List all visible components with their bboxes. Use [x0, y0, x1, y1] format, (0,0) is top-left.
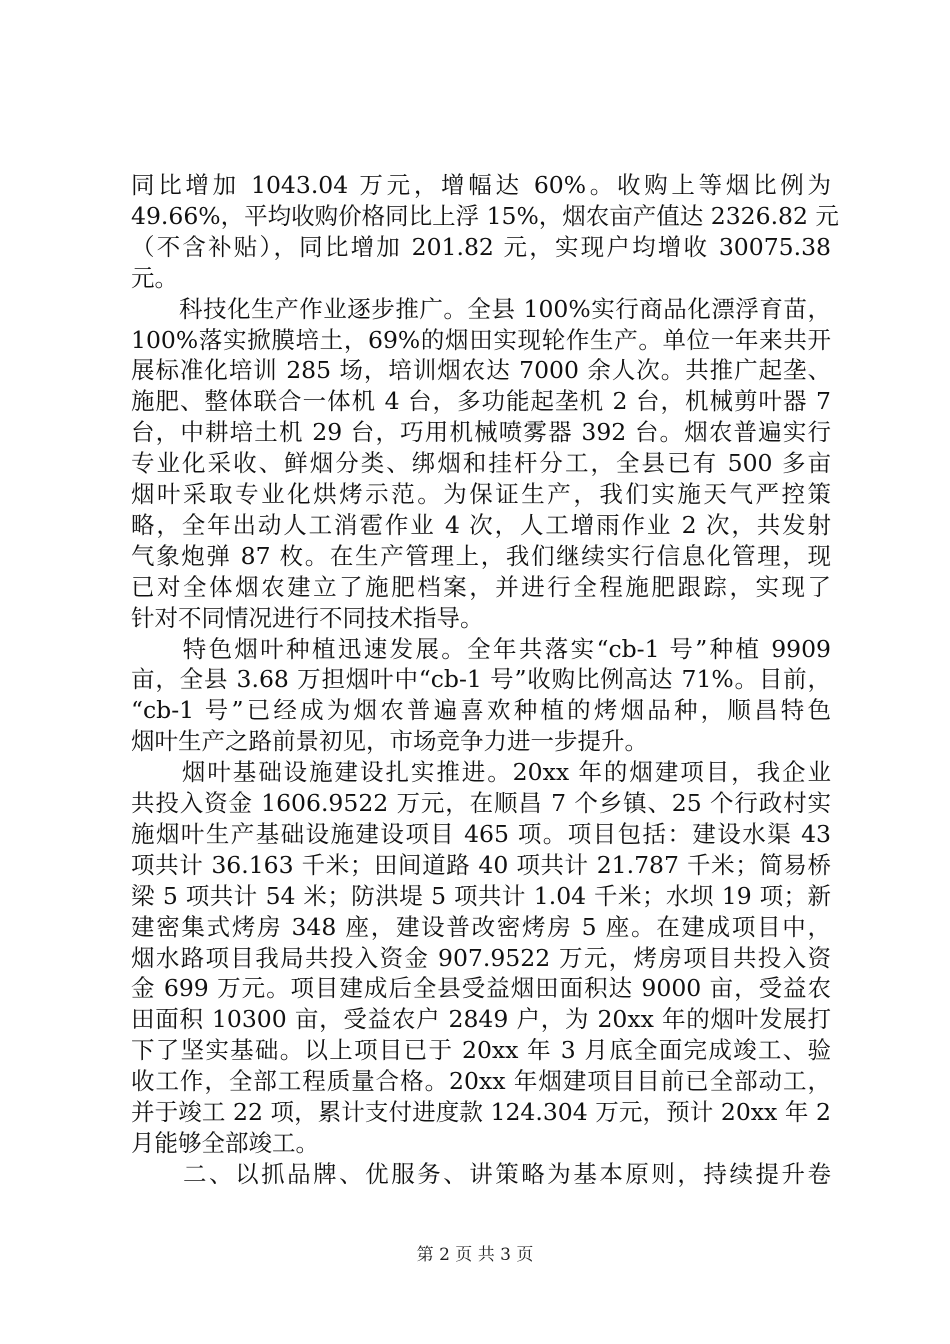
text-line: 49.66%，平均收购价格同比上浮 15%，烟农亩产值达 2326.82 元: [131, 201, 839, 230]
text-line: （不含补贴），同比增加 201.82 元，实现户均增收 30075.38: [131, 232, 831, 261]
text-line: 烟叶生产之路前景初见，市场竞争力进一步提升。: [131, 727, 648, 756]
text-line: 二、以抓品牌、优服务、讲策略为基本原则，持续提升卷: [131, 1159, 831, 1188]
text-line: 施烟叶生产基础设施建设项目 465 项。项目包括：建设水渠 43: [131, 819, 831, 848]
text-line: 烟叶采取专业化烘烤示范。为保证生产，我们实施天气严控策: [131, 480, 831, 508]
text-line: 并于竣工 22 项，累计支付进度款 124.304 万元，预计 20xx 年 2: [131, 1098, 831, 1126]
page-footer: 第 2 页 共 3 页: [416, 1245, 534, 1265]
text-line: 下了坚实基础。以上项目已于 20xx 年 3 月底全面完成竣工、验: [131, 1036, 831, 1065]
text-line: 月能够全部竣工。: [131, 1128, 319, 1157]
text-line: 特色烟叶种植迅速发展。全年共落实“cb-1 号”种植 9909: [131, 634, 831, 663]
text-line: 100%落实掀膜培土，69%的烟田实现轮作生产。单位一年来共开: [131, 325, 831, 354]
text-line: 烟叶基础设施建设扎实推进。20xx 年的烟建项目，我企业: [131, 758, 831, 787]
text-line: 项共计 36.163 千米；田间道路 40 项共计 21.787 千米；简易桥: [131, 850, 831, 879]
text-line: 烟水路项目我局共投入资金 907.9522 万元，烤房项目共投入资: [131, 943, 831, 972]
text-line: 田面积 10300 亩，受益农户 2849 户，为 20xx 年的烟叶发展打: [131, 1005, 831, 1034]
text-line: 科技化生产作业逐步推广。全县 100%实行商品化漂浮育苗，: [131, 294, 831, 323]
text-line: 已对全体烟农建立了施肥档案，并进行全程施肥跟踪，实现了: [131, 572, 831, 601]
text-line: 建密集式烤房 348 座，建设普改密烤房 5 座。在建成项目中，: [131, 912, 831, 941]
text-line: 专业化采收、鲜烟分类、绑烟和挂杆分工，全县已有 500 多亩: [131, 449, 831, 478]
text-line: 略，全年出动人工消雹作业 4 次，人工增雨作业 2 次，共发射: [131, 510, 831, 539]
text-line: “cb-1 号”已经成为烟农普遍喜欢种植的烤烟品种，顺昌特色: [131, 696, 831, 725]
text-line: 梁 5 项共计 54 米；防洪堤 5 项共计 1.04 千米；水坝 19 项；新: [131, 881, 831, 910]
text-line: 气象炮弹 87 枚。在生产管理上，我们继续实行信息化管理，现: [131, 541, 831, 570]
text-line: 施肥、整体联合一体机 4 台，多功能起垄机 2 台，机械剪叶器 7: [131, 387, 831, 416]
text-line: 共投入资金 1606.9522 万元，在顺昌 7 个乡镇、25 个行政村实: [131, 789, 831, 817]
text-line: 收工作，全部工程质量合格。20xx 年烟建项目目前已全部动工，: [131, 1067, 831, 1096]
text-line: 展标准化培训 285 场，培训烟农达 7000 余人次。共推广起垄、: [131, 356, 831, 385]
text-line: 同比增加 1043.04 万元，增幅达 60%。收购上等烟比例为: [131, 171, 831, 199]
text-line: 元。: [131, 263, 178, 292]
text-line: 亩，全县 3.68 万担烟叶中“cb-1 号”收购比例高达 71%。目前，: [131, 665, 831, 694]
text-line: 金 699 万元。项目建成后全县受益烟田面积达 9000 亩，受益农: [131, 974, 831, 1003]
text-line: 针对不同情况进行不同技术指导。: [131, 603, 484, 632]
text-line: 台，中耕培土机 29 台，巧用机械喷雾器 392 台。烟农普遍实行: [131, 418, 831, 447]
